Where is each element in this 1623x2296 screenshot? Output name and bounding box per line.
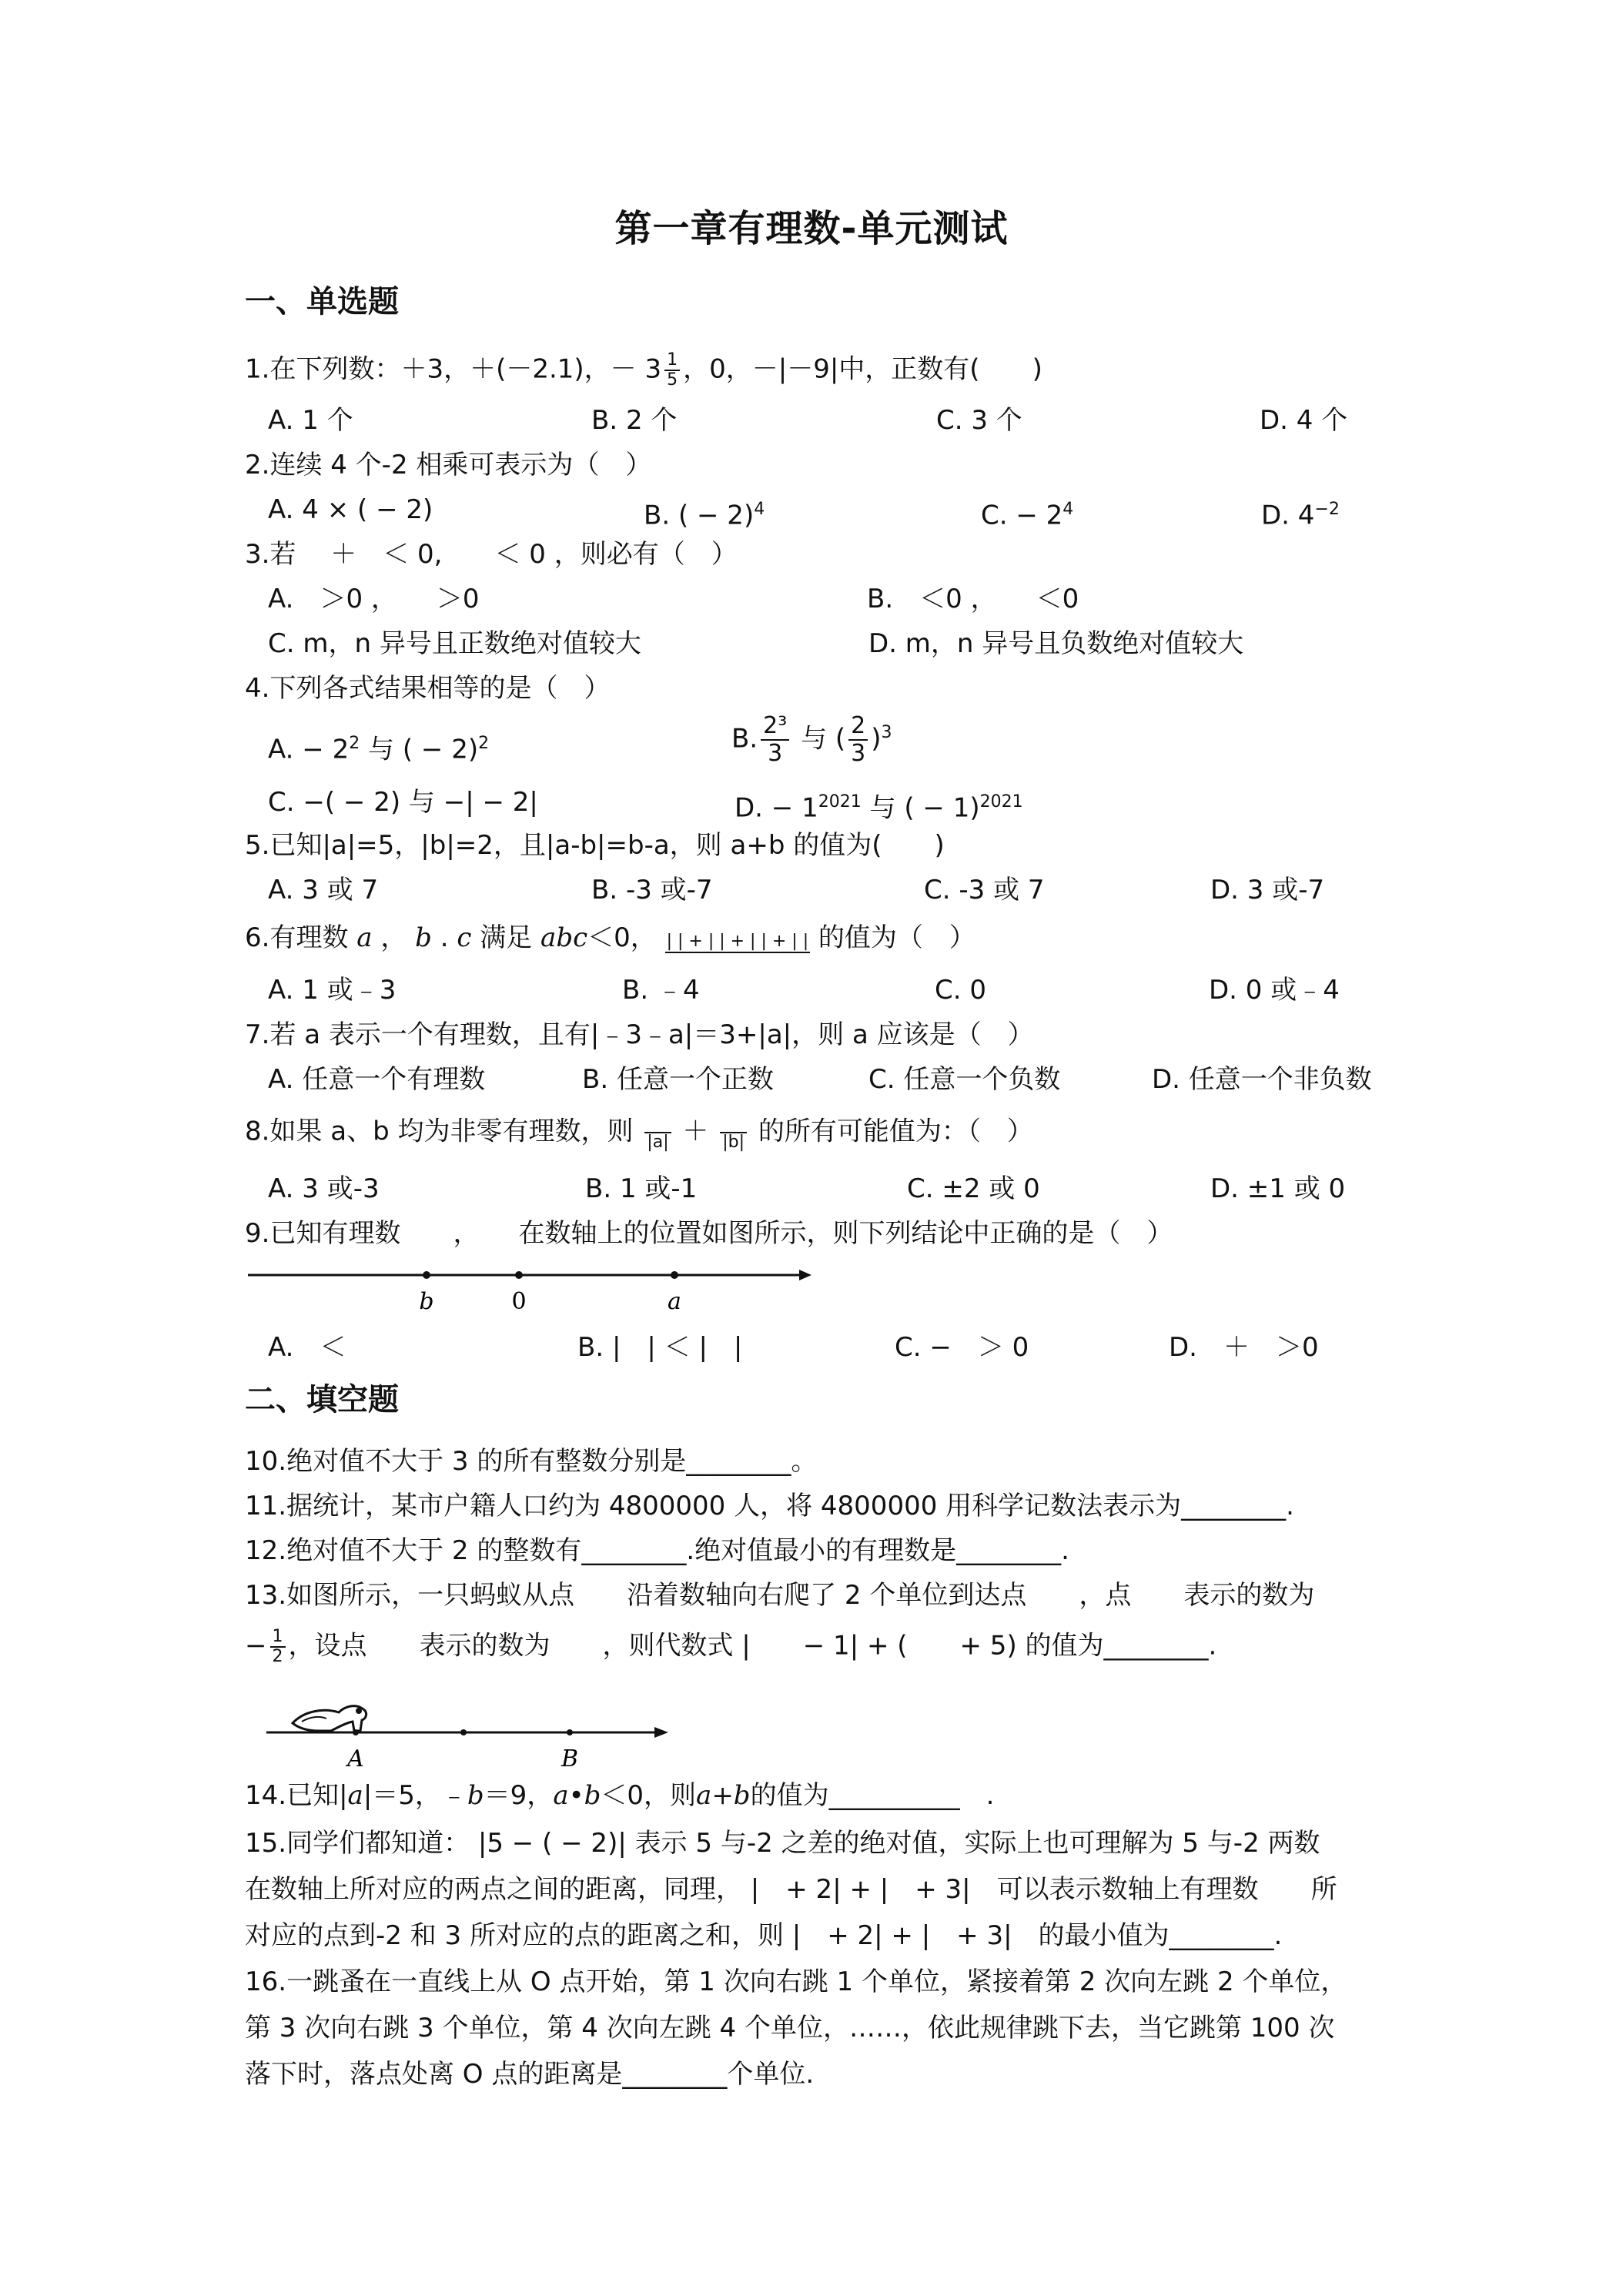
question-7-option-c: C. 任意一个负数 [868, 1064, 1061, 1095]
question-6-stem: 6.有理数 a ， b . c 满足 abc＜0， | | + | | + | | + | | 的值为（ ） [245, 922, 975, 953]
point-zero [515, 1271, 523, 1279]
question-16-line-2: 第 3 次向右跳 3 个单位，第 4 次向左跳 4 个单位，……，依此规律跳下去，当它跳第 100 次 [245, 2013, 1335, 2043]
question-5-option-b: B. -3 或-7 [591, 875, 713, 905]
question-5-option-c: C. -3 或 7 [924, 875, 1045, 905]
label-a: a [668, 1288, 681, 1315]
question-6-option-b: B. ﹣4 [622, 975, 700, 1006]
question-2-stem: 2.连续 4 个-2 相乘可表示为（ ） [245, 450, 652, 480]
question-9-option-b: B. | | ＜ | | [577, 1332, 743, 1363]
question-6-option-c: C. 0 [935, 975, 986, 1006]
question-15-line-1: 15.同学们都知道： |5 − ( − 2)| 表示 5 与-2 之差的绝对值，实际上也可理解为 5 与-2 两数 [245, 1828, 1320, 1859]
question-3-option-c: C. m，n 异号且正数绝对值较大 [268, 628, 641, 659]
point-a [671, 1271, 678, 1279]
question-7-stem: 7.若 a 表示一个有理数，且有|﹣3﹣a|＝3+|a|，则 a 应该是（ ） [245, 1019, 1034, 1050]
question-9-option-a: A. ＜ [268, 1332, 346, 1363]
question-5-stem: 5.已知|a|=5，|b|=2，且|a-b|=b-a，则 a+b 的值为( ) [245, 830, 945, 861]
question-15-line-2: 在数轴上所对应的两点之间的距离，同理， | + 2| + | + 3| 可以表示数轴上有理数 所 [245, 1874, 1337, 1905]
point-b [567, 1729, 573, 1735]
question-1-option-b: B. 2 个 [591, 405, 678, 436]
question-5-option-a: A. 3 或 7 [268, 875, 379, 905]
question-4-stem: 4.下列各式结果相等的是（ ） [245, 673, 611, 704]
question-15-line-3: 对应的点到-2 和 3 所对应的点的距离之和，则 | + 2| + | + 3| 的最小值为________. [245, 1920, 1283, 1951]
label-zero: 0 [511, 1288, 527, 1315]
question-10: 10.绝对值不大于 3 的所有整数分别是________。 [245, 1446, 818, 1477]
question-2-option-c: C. − $2^4$ [981, 500, 1074, 531]
question-1-stem-b: ，0，－|－9|中，正数有( ) [683, 353, 1042, 385]
question-1-option-d: D. 4 个 [1260, 405, 1348, 436]
question-14: 14.已知|a|＝5，﹣b＝9，a•b＜0，则a+b的值为__________ . [245, 1780, 995, 1811]
question-7-option-b: B. 任意一个正数 [582, 1064, 774, 1095]
question-9-option-c: C. − ＞ 0 [895, 1332, 1029, 1363]
question-8-option-c: C. ±2 或 0 [907, 1173, 1040, 1204]
question-2-option-b: B. ( − 2)$^4$ [644, 500, 765, 531]
question-1-stem-a: 1.在下列数：＋3，＋(－2.1)，－ 3 [245, 353, 662, 385]
number-line-arrow [654, 1727, 668, 1738]
question-1-fraction: $\frac{1}{5}$ [664, 351, 680, 390]
question-13-number-line [262, 1689, 678, 1774]
label-b: b [419, 1288, 434, 1315]
question-13-line-2: − $\frac{1}{2}$ ，设点 表示的数为 ，则代数式 | − 1| + ( + 5) 的值为________. [245, 1627, 1217, 1666]
ant-icon [293, 1706, 366, 1731]
question-8-option-b: B. 1 或-1 [585, 1173, 698, 1204]
question-9-option-d: D. ＋ ＞0 [1169, 1332, 1319, 1363]
question-6-expression: | | + | | + | | + | | [665, 932, 811, 953]
question-4-option-b: B. $\frac{\text{2³}}{3}$ 与 ( $\frac{2}{3}$ )$^3$ [731, 712, 892, 767]
question-4-option-a: A. − $2^2$ 与 ( − 2)$^2$ [268, 734, 490, 765]
question-9-number-line [245, 1255, 815, 1317]
question-3-option-a: A. ＞0 ， ＞0 [268, 584, 480, 614]
question-1 [245, 351, 1042, 390]
question-8-option-a: A. 3 或-3 [268, 1173, 380, 1204]
section-heading-single-choice: 一、单选题 [245, 284, 399, 320]
question-2-option-d: D. $4^{-2}$ [1261, 500, 1340, 531]
question-6-option-a: A. 1 或﹣3 [268, 975, 397, 1006]
section-heading-fill-in: 二、填空题 [245, 1382, 399, 1417]
question-12: 12.绝对值不大于 2 的整数有________.绝对值最小的有理数是________. [245, 1535, 1069, 1566]
question-7-option-a: A. 任意一个有理数 [268, 1064, 486, 1095]
question-6-option-d: D. 0 或﹣4 [1209, 975, 1340, 1006]
question-3-stem: 3.若 ＋ ＜ 0, ＜ 0 ，则必有（ ） [245, 539, 738, 570]
point-a [353, 1729, 359, 1735]
question-8-option-d: D. ±1 或 0 [1210, 1173, 1346, 1204]
question-1-option-a: A. 1 个 [268, 405, 353, 436]
question-7-option-d: D. 任意一个非负数 [1152, 1064, 1372, 1095]
question-5-option-d: D. 3 或-7 [1210, 875, 1325, 905]
question-16-line-3: 落下时，落点处离 O 点的距离是________个单位. [245, 2059, 815, 2090]
label-b: B [561, 1745, 579, 1772]
question-4-option-d: D. − $1^{2021}$ 与 ( − 1)$^{2021}$ [735, 792, 1023, 824]
question-3-option-d: D. m，n 异号且负数绝对值较大 [868, 628, 1244, 659]
question-16-line-1: 16.一跳蚤在一直线上从 O 点开始，第 1 次向右跳 1 个单位，紧接着第 2 次向左跳 2 个单位， [245, 1966, 1347, 1997]
label-a: A [347, 1745, 364, 1772]
question-9-stem: 9.已知有理数 ， 在数轴上的位置如图所示，则下列结论中正确的是（ ） [245, 1218, 1173, 1249]
question-8-stem: 8.如果 a、b 均为非零有理数，则 |a| ＋ |b| 的所有可能值为：（ ） [245, 1113, 1033, 1152]
tick-mid [460, 1729, 467, 1735]
question-4-option-c: C. −( − 2) 与 −| − 2| [268, 787, 538, 818]
point-b [423, 1271, 430, 1279]
question-11: 11.据统计，某市户籍人口约为 4800000 人，将 4800000 用科学记数法表示为________. [245, 1491, 1294, 1521]
question-13-line-1: 13.如图所示，一只蚂蚁从点 沿着数轴向右爬了 2 个单位到达点 ，点 表示的数为 [245, 1580, 1315, 1611]
question-1-option-c: C. 3 个 [936, 405, 1022, 436]
page-title: 第一章有理数-单元测试 [614, 207, 1009, 250]
number-line-arrow [799, 1270, 812, 1280]
question-2-option-a: A. 4 × ( − 2) [268, 494, 433, 525]
question-3-option-b: B. ＜0 ， ＜0 [867, 584, 1079, 614]
